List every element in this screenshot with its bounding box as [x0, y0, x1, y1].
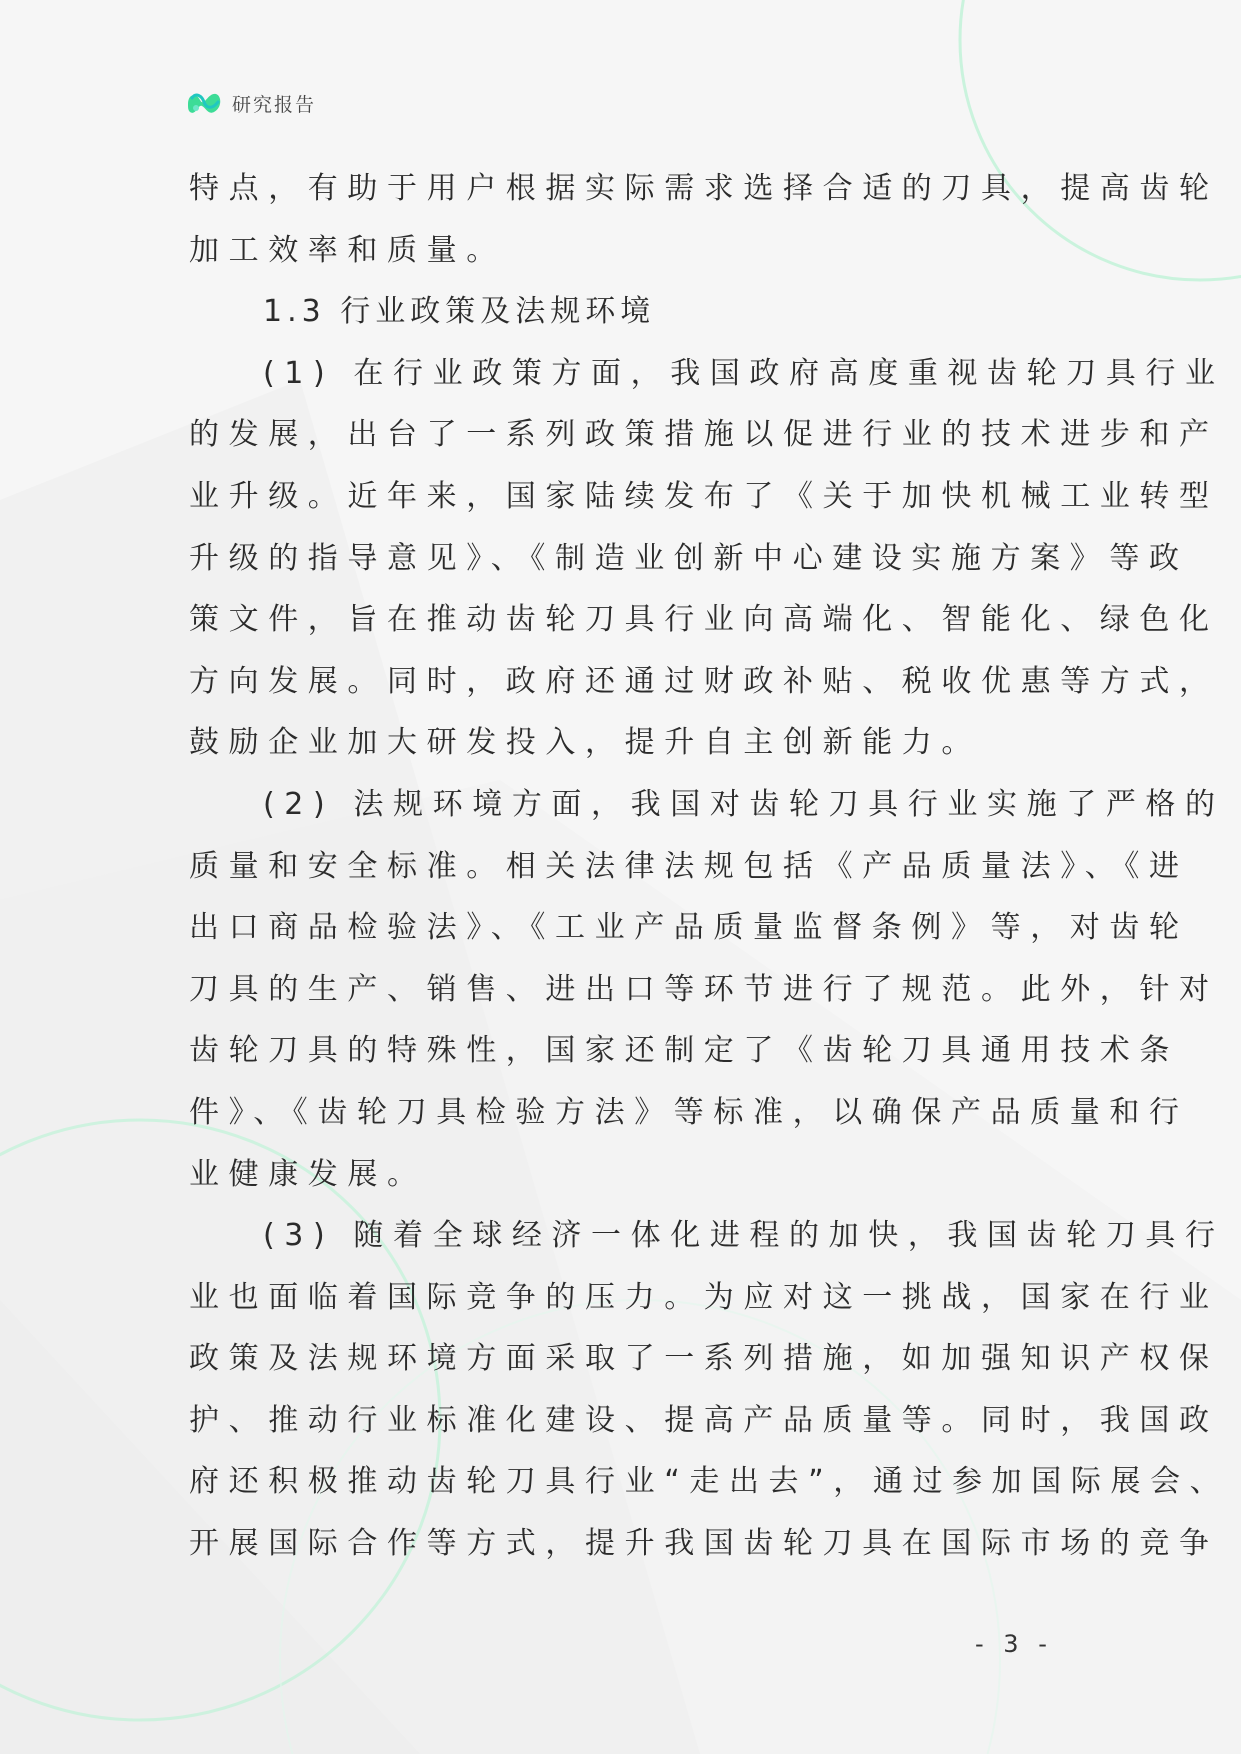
paragraph-2-line: (2) 法规环境方面，我国对齿轮刀具行业实施了严格的 — [263, 786, 1225, 822]
paragraph-3-line: 业也面临着国际竞争的压力。为应对这一挑战，国家在行业 — [189, 1279, 1219, 1315]
paragraph-3-line: 开展国际合作等方式，提升我国齿轮刀具在国际市场的竞争 — [189, 1526, 1219, 1562]
paragraph-1-line: 升级的指导意见》、《制造业创新中心建设实施方案》等政 — [189, 540, 1189, 576]
paragraph-3-line: 护、推动行业标准化建设、提高产品质量等。同时，我国政 — [189, 1402, 1219, 1438]
paragraph-3-line: 政策及法规环境方面采取了一系列措施，如加强知识产权保 — [189, 1341, 1219, 1377]
paragraph-1-line: 的发展，出台了一系列政策措施以促进行业的技术进步和产 — [189, 417, 1219, 453]
paragraph-1-line: 方向发展。同时，政府还通过财政补贴、税收优惠等方式， — [189, 663, 1219, 699]
report-header — [186, 88, 316, 118]
paragraph-1-line: 业升级。近年来，国家陆续发布了《关于加快机械工业转型 — [189, 478, 1219, 514]
paragraph-3-line: 府还积极推动齿轮刀具行业“走出去”，通过参加国际展会、 — [189, 1464, 1230, 1500]
paragraph-2-line: 业健康发展。 — [189, 1156, 427, 1192]
brand-logo-icon — [186, 88, 222, 118]
text-line: 加工效率和质量。 — [189, 232, 506, 268]
paragraph-3-line: (3) 随着全球经济一体化进程的加快，我国齿轮刀具行 — [263, 1218, 1225, 1254]
paragraph-1-line: 策文件，旨在推动齿轮刀具行业向高端化、智能化、绿色化 — [189, 602, 1219, 638]
paragraph-2-line: 件》、《齿轮刀具检验方法》等标准，以确保产品质量和行 — [189, 1094, 1189, 1130]
section-heading: 1.3 行业政策及法规环境 — [263, 294, 656, 330]
paragraph-2-line: 刀具的生产、销售、进出口等环节进行了规范。此外，针对 — [189, 971, 1219, 1007]
paragraph-1-line: 鼓励企业加大研发投入，提升自主创新能力。 — [189, 725, 981, 761]
document-body — [189, 158, 1230, 1575]
paragraph-2-line: 齿轮刀具的特殊性，国家还制定了《齿轮刀具通用技术条 — [189, 1033, 1179, 1069]
page-number: - 3 - — [975, 1630, 1053, 1658]
header-title: 研究报告 — [232, 93, 317, 116]
paragraph-2-line: 出口商品检验法》、《工业产品质量监督条例》等，对齿轮 — [189, 910, 1189, 946]
text-line: 特点，有助于用户根据实际需求选择合适的刀具，提高齿轮 — [189, 171, 1219, 206]
paragraph-1-line: (1) 在行业政策方面，我国政府高度重视齿轮刀具行业 — [263, 355, 1225, 391]
paragraph-2-line: 质量和安全标准。相关法律法规包括《产品质量法》、《进 — [189, 848, 1189, 884]
